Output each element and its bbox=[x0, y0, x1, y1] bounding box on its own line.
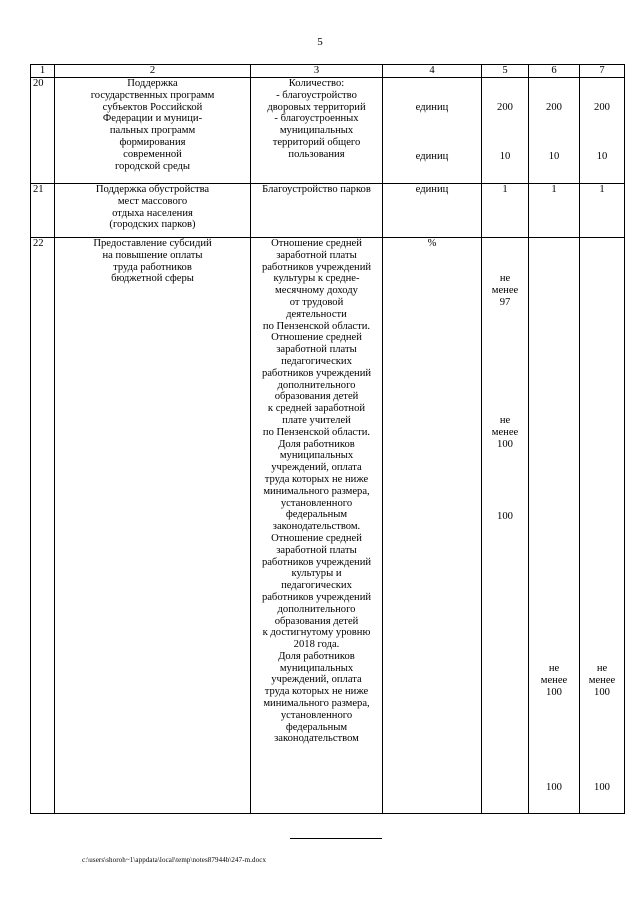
footer-divider bbox=[290, 838, 382, 839]
row-value-7: 1 bbox=[580, 184, 625, 238]
row-value-5: не менее 100 bbox=[491, 415, 519, 450]
table-row bbox=[31, 78, 625, 184]
row-value-6: 10 bbox=[548, 150, 560, 162]
row-value-7: не менее 100 bbox=[588, 663, 616, 698]
row-unit: единиц bbox=[415, 102, 449, 113]
row-indicator: Отношение средней заработной платы работников учреждений культуры к средне- месячному доходу от трудовой деятельности по Пензенской области. Отношение средней заработной платы педагогических работников учреждений дополнительного образования детей к средней заработной плате учителей по Пензенской области. Доля работников муниципальных учреждений, оплата труда которых не ниже минимального размера, установленного федеральным законодательством. Отношение средней заработной платы работников учреждений культуры и педагогических работников учреждений дополнительного образования детей к достигнутому уровню 2018 года. Доля работников муниципальных учреждений, оплата труда которых не ниже минимального размера, установленного федеральным законодательством bbox=[251, 238, 383, 814]
row-name: Предоставление субсидий на повышение оплаты труда работников бюджетной сферы bbox=[55, 238, 251, 814]
row-indicator: Благоустройство парков bbox=[251, 184, 383, 238]
footer-file-path: c:\users\shoroh~1\appdata\local\temp\notes87944b\247-m.docx bbox=[82, 856, 267, 864]
col-header-5: 5 bbox=[482, 65, 529, 78]
indicators-table bbox=[30, 64, 625, 814]
row-value-5: 10 bbox=[499, 150, 511, 162]
page-number: 5 bbox=[317, 36, 323, 48]
row-unit: единиц bbox=[383, 184, 482, 238]
row-value-5: 200 bbox=[497, 102, 513, 113]
row-value-6: не менее 100 bbox=[540, 663, 568, 698]
row-value-6: 100 bbox=[546, 782, 562, 794]
row-number: 22 bbox=[31, 238, 55, 814]
row-value-5: 100 bbox=[497, 510, 513, 522]
col-header-7: 7 bbox=[580, 65, 625, 78]
row-value-7: 200 bbox=[594, 102, 610, 113]
row-indicator: Количество: - благоустройство дворовых территорий - благоустроенных муниципальных территорий общего пользования bbox=[251, 78, 383, 184]
col-header-6: 6 bbox=[529, 65, 580, 78]
row-value-7: 10 bbox=[596, 150, 608, 162]
row-unit: единиц bbox=[415, 150, 449, 162]
table-row bbox=[31, 238, 625, 814]
row-unit: % bbox=[383, 238, 482, 814]
table-row bbox=[31, 184, 625, 238]
header-row bbox=[31, 65, 625, 78]
row-name: Поддержка государственных программ субъектов Российской Федерации и муници- пальных программ формирования современной городской среды bbox=[55, 78, 251, 184]
row-value-6: 1 bbox=[529, 184, 580, 238]
row-value-5: не менее 97 bbox=[491, 273, 519, 308]
row-value-5: 1 bbox=[482, 184, 529, 238]
row-number: 21 bbox=[31, 184, 55, 238]
col-header-3: 3 bbox=[251, 65, 383, 78]
col-header-4: 4 bbox=[383, 65, 482, 78]
row-value-7: 100 bbox=[594, 782, 610, 794]
col-header-2: 2 bbox=[55, 65, 251, 78]
row-name: Поддержка обустройства мест массового отдыха населения (городских парков) bbox=[55, 184, 251, 238]
row-value-6: 200 bbox=[546, 102, 562, 113]
row-number: 20 bbox=[31, 78, 55, 184]
col-header-1: 1 bbox=[31, 65, 55, 78]
